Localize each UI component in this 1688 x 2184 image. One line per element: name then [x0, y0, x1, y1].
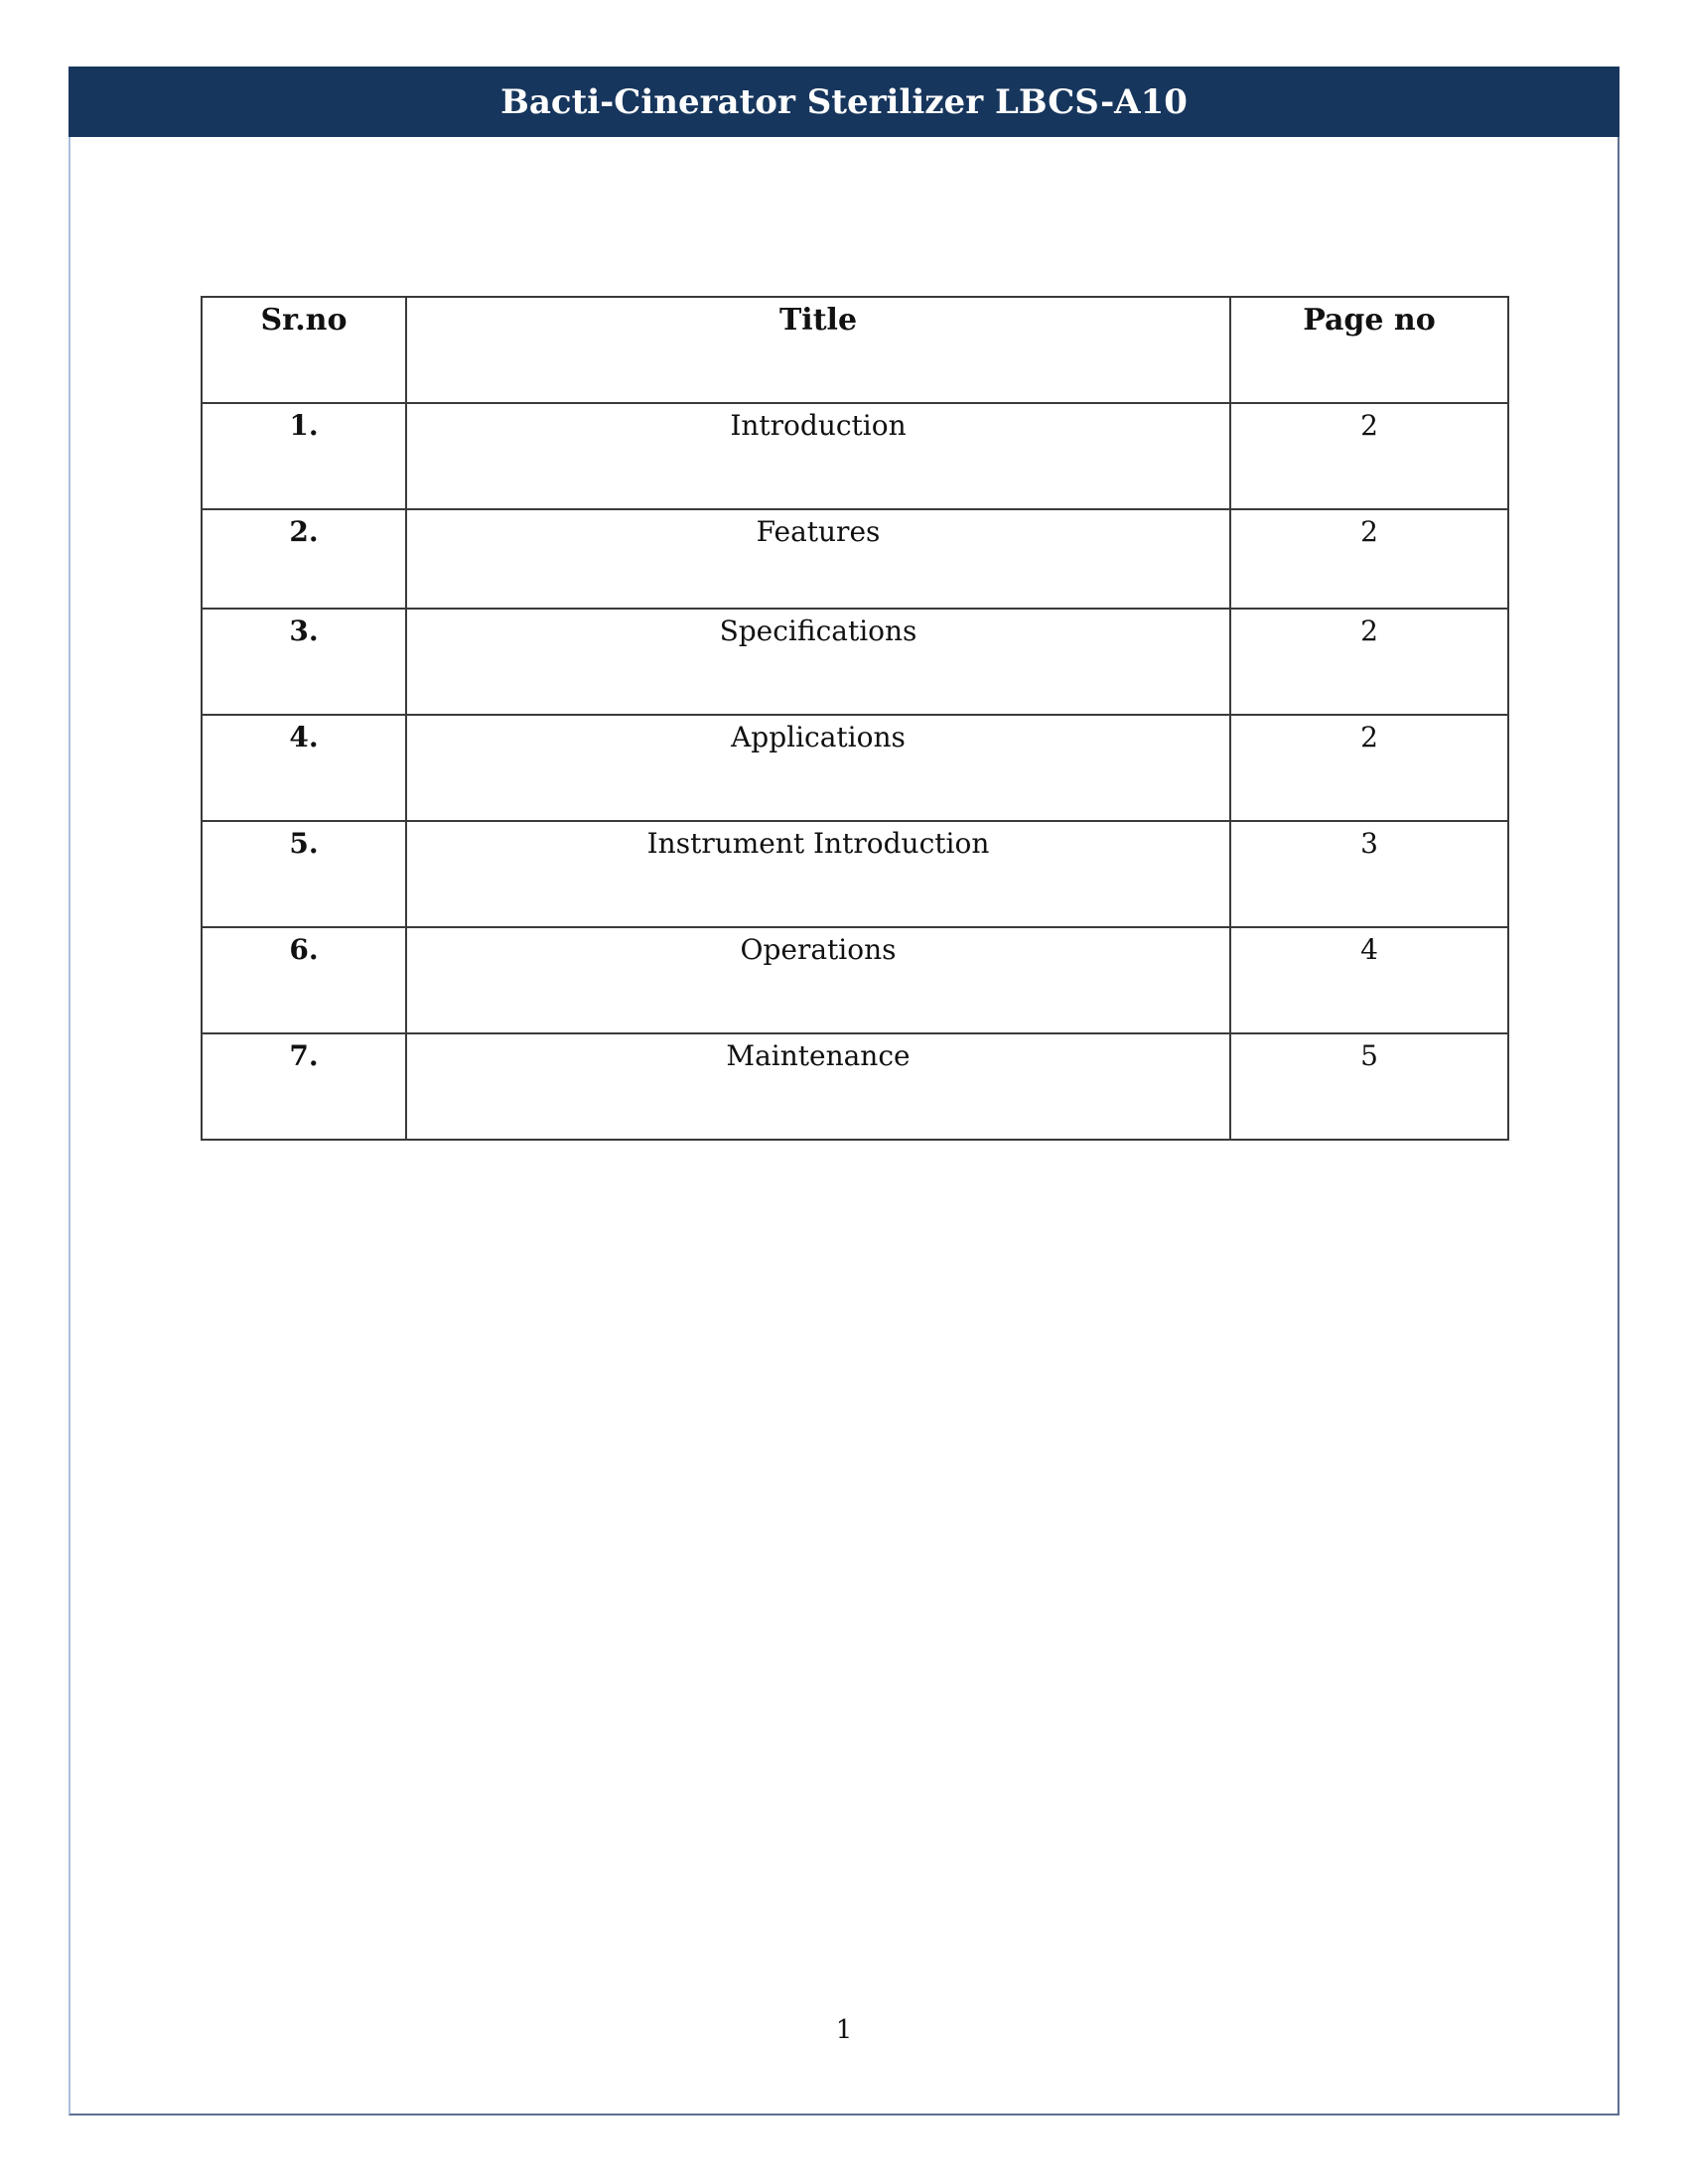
- row-sr-no: 5.: [202, 821, 406, 927]
- row-title: Features: [406, 509, 1230, 609]
- row-page-no: 2: [1230, 715, 1508, 821]
- table-row: [202, 715, 1508, 821]
- table-row: [202, 609, 1508, 715]
- row-page-no: 2: [1230, 509, 1508, 609]
- row-title: Introduction: [406, 403, 1230, 509]
- row-title: Specifications: [406, 609, 1230, 715]
- row-title: Operations: [406, 927, 1230, 1033]
- row-page-no: 5: [1230, 1033, 1508, 1140]
- row-title: Applications: [406, 715, 1230, 821]
- table-row: [202, 403, 1508, 509]
- row-title: Maintenance: [406, 1033, 1230, 1140]
- row-title: Instrument Introduction: [406, 821, 1230, 927]
- table-row: [202, 927, 1508, 1033]
- row-sr-no: 6.: [202, 927, 406, 1033]
- column-header-title: Title: [406, 297, 1230, 403]
- document-header: [69, 67, 1619, 137]
- table-row: [202, 1033, 1508, 1140]
- row-sr-no: 7.: [202, 1033, 406, 1140]
- table-row: [202, 821, 1508, 927]
- row-sr-no: 1.: [202, 403, 406, 509]
- row-page-no: 4: [1230, 927, 1508, 1033]
- column-header-page-no: Page no: [1230, 297, 1508, 403]
- table-row: [202, 509, 1508, 609]
- document-title: Bacti-Cinerator Sterilizer LBCS-A10: [500, 81, 1188, 122]
- row-sr-no: 3.: [202, 609, 406, 715]
- column-header-sr-no: Sr.no: [202, 297, 406, 403]
- page-number: 1: [835, 2015, 853, 2045]
- row-sr-no: 2.: [202, 509, 406, 609]
- row-page-no: 3: [1230, 821, 1508, 927]
- row-sr-no: 4.: [202, 715, 406, 821]
- row-page-no: 2: [1230, 609, 1508, 715]
- row-page-no: 2: [1230, 403, 1508, 509]
- table-of-contents: [201, 296, 1509, 1141]
- table-header-row: [202, 297, 1508, 403]
